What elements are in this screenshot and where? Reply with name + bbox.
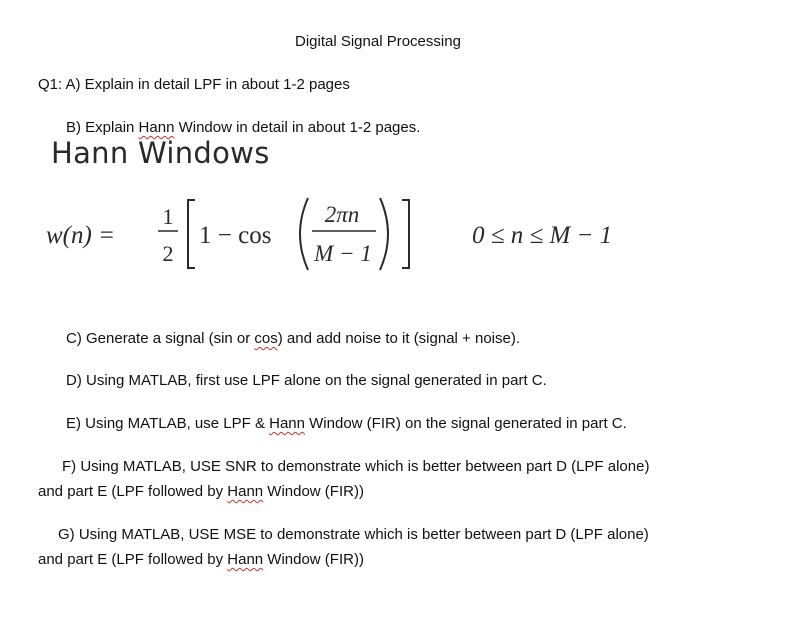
question-1g-line-1: G) Using MATLAB, USE MSE to demonstrate which is better between part D (LPF alone) (58, 526, 649, 543)
formula-fraction-denominator: M − 1 (314, 241, 372, 266)
question-1e (66, 414, 627, 434)
document-title: Digital Signal Processing (295, 33, 461, 50)
question-1f-line-1: F) Using MATLAB, USE SNR to demonstrate which is better between part D (LPF alone) (62, 458, 650, 475)
spellcheck-word-hann: Hann (138, 119, 175, 136)
question-1f-text-start: and part E (LPF followed by (38, 483, 228, 500)
spellcheck-word-hann: Hann (227, 551, 264, 568)
formula-fraction-numerator: 2πn (324, 202, 360, 227)
formula-left-paren (300, 198, 308, 270)
spellcheck-word-hann: Hann (227, 483, 264, 500)
formula-right-bracket (402, 200, 409, 268)
question-1f-text-end: Window (FIR)) (263, 483, 364, 500)
hann-window-formula (40, 186, 660, 278)
question-1g-text-end: Window (FIR)) (263, 551, 364, 568)
question-1f-line-2 (38, 482, 364, 502)
question-1g-line-2 (38, 550, 364, 570)
question-1d: D) Using MATLAB, first use LPF alone on the signal generated in part C. (66, 372, 547, 389)
formula-graphic (40, 186, 660, 278)
question-1a: Q1: A) Explain in detail LPF in about 1-2 pages (38, 76, 350, 93)
formula-half-numerator: 1 (162, 204, 174, 229)
question-1c (66, 329, 520, 349)
spellcheck-word-cos: cos (254, 330, 278, 347)
question-1c-text-end: ) and add noise to it (signal + noise). (277, 330, 520, 347)
question-1e-text-end: Window (FIR) on the signal generated in part C. (304, 415, 627, 432)
question-1b-text-end: Window in detail in about 1-2 pages. (174, 119, 421, 136)
formula-one-minus-cos: 1 − cos (199, 222, 272, 249)
formula-half-denominator: 2 (162, 241, 174, 266)
question-1b-text-start: B) Explain (66, 119, 139, 136)
formula-right-paren (380, 198, 388, 270)
formula-left-bracket (188, 200, 195, 268)
question-1c-text-start: C) Generate a signal (sin or (66, 330, 255, 347)
formula-lhs: w(n) = (46, 222, 115, 249)
question-1g-text-start: and part E (LPF followed by (38, 551, 228, 568)
spellcheck-word-hann: Hann (269, 415, 305, 432)
question-1e-text-start: E) Using MATLAB, use LPF & (66, 415, 270, 432)
hann-windows-heading: Hann Windows (51, 136, 270, 170)
formula-range: 0 ≤ n ≤ M − 1 (472, 222, 613, 249)
question-1b (66, 118, 420, 138)
